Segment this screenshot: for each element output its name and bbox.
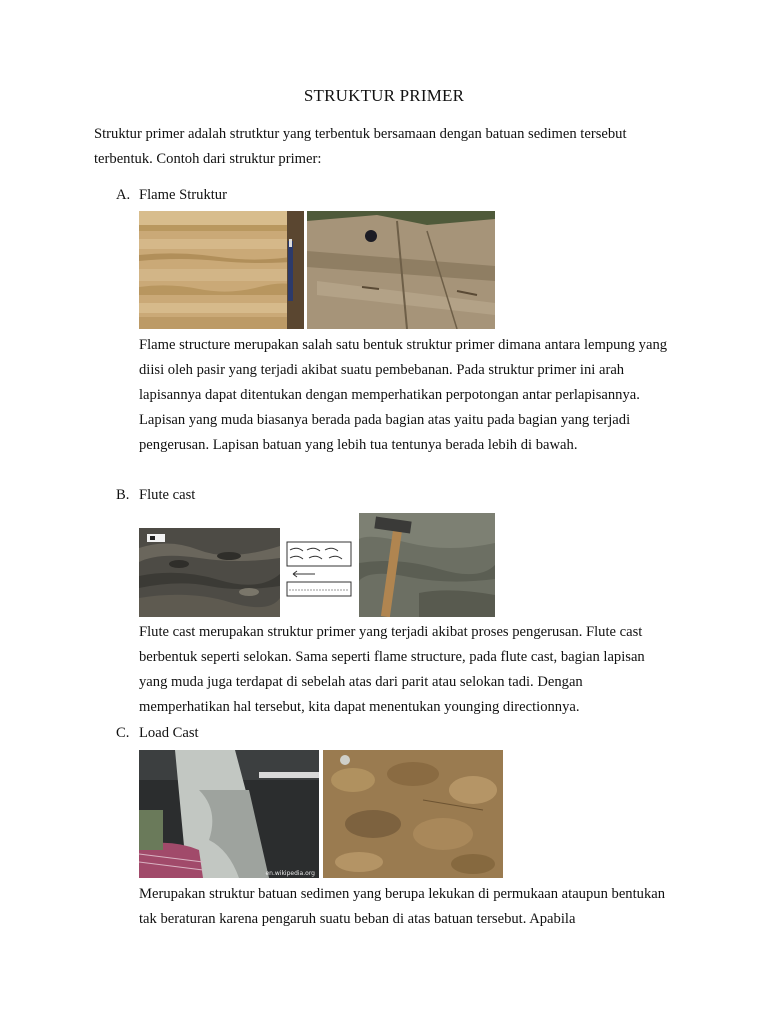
section-c-letter: C. (116, 725, 130, 741)
load-cast-surface-photo (323, 750, 503, 878)
intro-paragraph: Struktur primer adalah strutktur yang terbentuk bersamaan dengan batuan sedimen tersebut terbentuk. Contoh dari struktur primer: (94, 126, 627, 167)
flute-cast-hammer-photo (359, 513, 495, 617)
section-c-title: Load Cast (139, 725, 199, 741)
page-title: STRUKTUR PRIMER (303, 86, 465, 105)
load-cast-watermark: en.wikipedia.org (265, 870, 315, 877)
flute-cast-rock-photo (139, 528, 280, 617)
section-a-letter: A. (116, 187, 131, 203)
section-a-paragraph: Flame structure merupakan salah satu bentuk struktur primer dimana antara lempung yang diisi oleh pasir yang terjadi akibat suatu pembebanan. Pada struktur primer ini arah lapisannya dapat ditentukan dengan memperhatikan perpotongan antar perlapisannya. Lapisan yang muda biasanya berada pada bagian atas yaitu pada bagian yang terjadi pengerusan. Lapisan batuan yang lebih tua tentunya berada lebih di bawah. (139, 337, 668, 453)
section-b-title: Flute cast (139, 487, 196, 503)
sandstone-layers-photo (139, 211, 304, 329)
section-b-paragraph: Flute cast merupakan struktur primer yang terjadi akibat proses pengerusan. Flute cast berbentuk seperti selokan. Sama seperti flame structure, pada flute cast, bagian lapisan yang muda juga terdapat di sebelah atas dari parit atau selokan tadi. Dengan memperhatikan hal tersebut, kita dapat menentukan younging directionnya. (139, 624, 645, 715)
section-a-title: Flame Struktur (139, 187, 227, 203)
load-cast-core-photo (139, 750, 319, 878)
rock-outcrop-photo (307, 211, 495, 329)
section-b-letter: B. (116, 487, 130, 503)
flute-cast-diagram (285, 540, 353, 602)
section-c-paragraph: Merupakan struktur batuan sedimen yang berupa lekukan di permukaan ataupun bentukan tak beraturan karena pengaruh suatu beban di atas batuan tersebut. Apabila (139, 886, 666, 927)
